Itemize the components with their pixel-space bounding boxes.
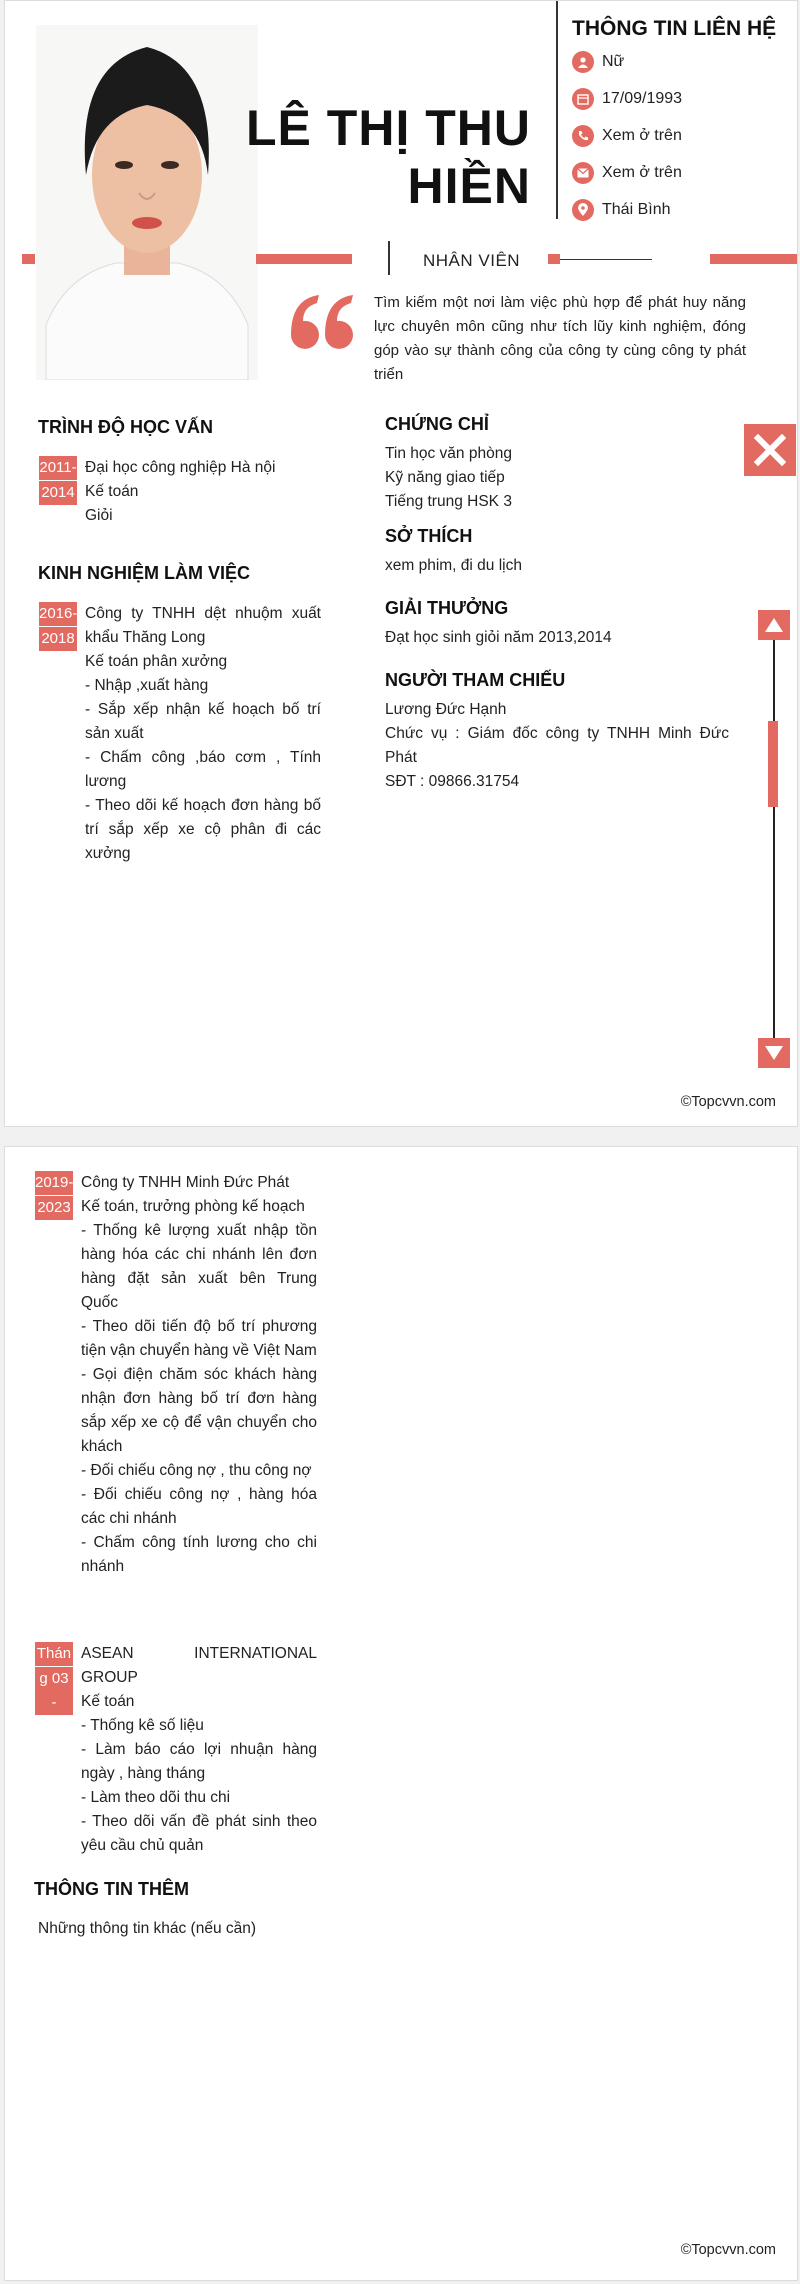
reference-name: Lương Đức Hạnh <box>385 701 507 718</box>
experience-title: KINH NGHIỆM LÀM VIỆC <box>38 563 251 583</box>
experience-3-role: Kế toán <box>81 1693 135 1710</box>
contact-gender <box>572 49 624 75</box>
footer-credit: ©Topcvvn.com <box>680 2242 776 2258</box>
experience-2-role: Kế toán, trưởng phòng kế hoạch <box>81 1198 305 1215</box>
education-grade: Giỏi <box>85 507 113 524</box>
contact-address-value: Thái Bình <box>602 201 671 218</box>
close-icon <box>754 434 786 466</box>
experience-2-duty: - Theo dõi tiến độ bố trí phương tiện vận chuyển hàng về Việt Nam <box>81 1318 317 1359</box>
experience-1-date-from: 2016- <box>39 605 78 622</box>
email-icon <box>572 162 594 184</box>
name-line-2: HIỀN <box>407 158 531 214</box>
experience-2-duty: - Chấm công tính lương cho chi nhánh <box>81 1534 317 1575</box>
experience-1-date-badge <box>39 602 77 651</box>
education-date-from: 2011- <box>39 459 77 476</box>
experience-3-duty: - Làm theo dõi thu chi <box>81 1789 231 1806</box>
awards-title: GIẢI THƯỞNG <box>385 598 509 618</box>
experience-1-duty: - Nhập ,xuất hàng <box>85 677 209 694</box>
experience-3-date-to: g 03 - <box>35 1666 73 1715</box>
contact-birthday-value: 17/09/1993 <box>602 90 683 107</box>
contact-section-title: THÔNG TIN LIÊN HỆ <box>572 17 777 40</box>
quote-icon <box>287 293 357 360</box>
education-date-badge <box>39 456 77 505</box>
experience-3-date-from: Thán <box>36 1645 72 1662</box>
accent-bar-left <box>22 254 35 264</box>
education-school: Đại học công nghiệp Hà nội <box>85 459 276 476</box>
references-block <box>385 698 729 794</box>
location-icon <box>572 199 594 221</box>
contact-gender-value: Nữ <box>602 53 625 70</box>
contact-email-value: Xem ở trên <box>602 164 682 181</box>
experience-1-duty: - Sắp xếp nhận kế hoạch bố trí sản xuất <box>85 701 321 742</box>
experience-1-date-to: 2018 <box>39 626 77 651</box>
experience-2-duty: - Thống kê lượng xuất nhập tồn hàng hóa các chi nhánh lên đơn hàng đặt sản xuất bên Trung Quốc <box>81 1222 317 1311</box>
profile-photo <box>36 25 258 380</box>
accent-bar-mid <box>256 254 352 264</box>
experience-1-role: Kế toán phân xưởng <box>85 653 228 670</box>
certificate-item: Tiếng trung HSK 3 <box>385 493 512 510</box>
experience-2-duty: - Đối chiếu công nợ , thu công nợ <box>81 1462 312 1479</box>
footer-credit: ©Topcvvn.com <box>680 1094 776 1110</box>
certificates-list <box>385 442 745 514</box>
experience-2-duty: - Gọi điện chăm sóc khách hàng nhận đơn hàng bố trí đơn hàng sắp xếp xe cộ để vận chuyển cho khách <box>81 1366 317 1455</box>
position-title: NHÂN VIÊN <box>423 251 521 270</box>
certificate-item: Tin học văn phòng <box>385 445 512 462</box>
certificates-title: CHỨNG CHỈ <box>385 414 489 434</box>
experience-3-duty: - Theo dõi vấn đề phát sinh theo yêu cầu chủ quản <box>81 1813 317 1854</box>
reference-role: Chức vụ : Giám đốc công ty TNHH Minh Đức Phát <box>385 725 729 766</box>
accent-marker <box>548 254 560 264</box>
awards-text: Đạt học sinh giỏi năm 2013,2014 <box>385 629 612 646</box>
career-objective: Tìm kiếm một nơi làm việc phù hợp để phát huy năng lực chuyên môn cũng như tích lũy kinh nghiệm, đóng góp vào sự thành công của công ty cùng công ty phát triển <box>374 294 746 383</box>
experience-2-duty: - Đối chiếu công nợ , hàng hóa các chi nhánh <box>81 1486 317 1527</box>
contact-address <box>572 197 670 223</box>
position-underline <box>560 259 652 260</box>
additional-info-title: THÔNG TIN THÊM <box>34 1879 189 1899</box>
user-icon <box>572 51 594 73</box>
position-divider <box>388 241 390 275</box>
references-title: NGƯỜI THAM CHIẾU <box>385 670 566 690</box>
arrow-up-icon <box>764 617 784 633</box>
calendar-icon <box>572 88 594 110</box>
experience-1-item <box>85 602 321 866</box>
name-line-1: LÊ THỊ THU <box>246 100 531 156</box>
scroll-up-button[interactable] <box>758 610 790 640</box>
additional-info-text: Những thông tin khác (nếu cần) <box>38 1920 257 1937</box>
experience-2-date-badge <box>35 1171 73 1220</box>
arrow-down-icon <box>764 1045 784 1061</box>
hobbies-text: xem phim, đi du lịch <box>385 557 522 574</box>
hobbies-title: SỞ THÍCH <box>385 526 473 546</box>
experience-2-date-from: 2019- <box>35 1174 74 1191</box>
cv-page-1 <box>4 0 798 1127</box>
experience-2-date-to: 2023 <box>35 1195 73 1220</box>
education-major: Kế toán <box>85 483 139 500</box>
experience-1-duty: - Theo dõi kế hoạch đơn hàng bố trí sắp xếp xe cộ phân đi các xưởng <box>85 797 321 862</box>
scroll-track[interactable] <box>773 640 775 1038</box>
contact-birthday <box>572 86 682 112</box>
experience-1-company: Công ty TNHH dệt nhuộm xuất khẩu Thăng Long <box>85 605 321 646</box>
experience-2-company: Công ty TNHH Minh Đức Phát <box>81 1174 290 1191</box>
education-date-to: 2014 <box>39 480 77 505</box>
experience-3-date-badge <box>35 1642 73 1715</box>
scroll-down-button[interactable] <box>758 1038 790 1068</box>
cv-page-2 <box>4 1146 798 2281</box>
close-button[interactable] <box>744 424 796 476</box>
scroll-thumb[interactable] <box>768 721 778 807</box>
contact-phone <box>572 123 682 149</box>
candidate-name <box>246 99 531 215</box>
experience-3-duty: - Làm báo cáo lợi nhuận hàng ngày , hàng tháng <box>81 1741 317 1782</box>
header-divider <box>556 1 558 219</box>
contact-phone-value: Xem ở trên <box>602 127 682 144</box>
education-item <box>85 456 321 528</box>
certificate-item: Kỹ năng giao tiếp <box>385 469 505 486</box>
phone-icon <box>572 125 594 147</box>
reference-phone: SĐT : 09866.31754 <box>385 773 520 790</box>
experience-1-duty: - Chấm công ,báo cơm , Tính lương <box>85 749 321 790</box>
experience-3-item <box>81 1642 317 1858</box>
experience-3-duty: - Thống kê số liệu <box>81 1717 204 1734</box>
experience-2-item <box>81 1171 317 1579</box>
contact-email <box>572 160 682 186</box>
education-title: TRÌNH ĐỘ HỌC VẤN <box>38 417 213 437</box>
accent-bar-right <box>710 254 797 264</box>
experience-3-company: ASEAN INTERNATIONAL GROUP <box>81 1645 317 1686</box>
